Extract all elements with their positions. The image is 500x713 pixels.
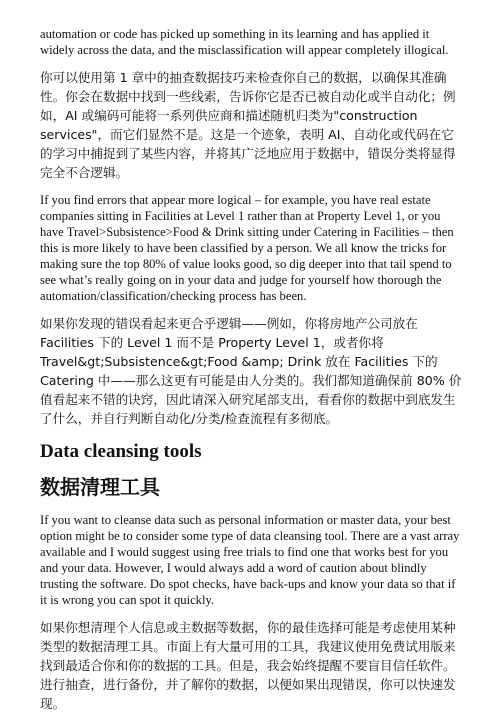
paragraph-zh-1: 你可以使用第 1 章中的抽查数据技巧来检查你自己的数据，以确保其准确性。你会在数据中找到一些线索，告诉你它是否已被自动化或半自动化；例如，AI 或编码可能将一系列供应商和描述随机归类为"construction services"，而它们显然不是。这是一个迹象，表明 AI、自动化或代码在它的学习中捕捉到了某些内容，并将其广泛地应用于数据中，错误分类将显得完全不合逻辑。 — [40, 70, 456, 180]
paragraph-en-1: automation or code has picked up something in its learning and has applied it widely across the data, and the misclassification will appear completely illogical. — [40, 27, 449, 57]
paragraph-zh-2: 如果你发现的错误看起来更合乎逻辑——例如，你将房地产公司放在 Facilities 下的 Level 1 而不是 Property Level 1，或者你将 Travel&gt;Subsistence&gt;Food &amp; Drink 放在 Facilities 下的 Catering 中——那么这更有可能是由人分类的。我们都知道确保前 80% 价值看起来不错的诀窍，因此请深入研究尾部支出，看看你的数据中到底发生了什么，并自行判断自动化/分类/检查流程有多彻底。 — [40, 316, 462, 426]
section-heading-zh: 数据清理工具 — [40, 475, 160, 499]
paragraph-en-2: If you find errors that appear more logical – for example, you have real estate companies sitting in Facilities at Level 1 rather than at Property Level 1, or you have Travel>Subsistence>Food & Drink sitting under Catering in Facilities – then this is more likely to have been classified by a person. We all know the tricks for making sure the top 80% of value looks good, so dig deeper into that tail spend to see what’s really going on in your data and judge for yourself how thorough the automation/classification/checking process has been. — [40, 193, 454, 303]
paragraph-en-3: If you want to cleanse data such as personal information or master data, your best option might be to consider some type of data cleansing tool. There are a vast array available and I would suggest using free trials to find one that works best for you and your data. However, I would always add a word of caution about blindly trusting the software. Do spot checks, have back-ups and know your data so that if it is wrong you can spot it quickly. — [40, 513, 460, 607]
section-heading-en: Data cleansing tools — [40, 441, 202, 462]
document-page — [40, 26, 462, 713]
paragraph-zh-3: 如果你想清理个人信息或主数据等数据，你的最佳选择可能是考虑使用某种类型的数据清理工具。市面上有大量可用的工具，我建议使用免费试用版来找到最适合你和你的数据的工具。但是，我会始终提醒不要盲目信任软件。进行抽查，进行备份，并了解你的数据，以便如果出现错误，你可以快速发现。 — [40, 620, 456, 711]
